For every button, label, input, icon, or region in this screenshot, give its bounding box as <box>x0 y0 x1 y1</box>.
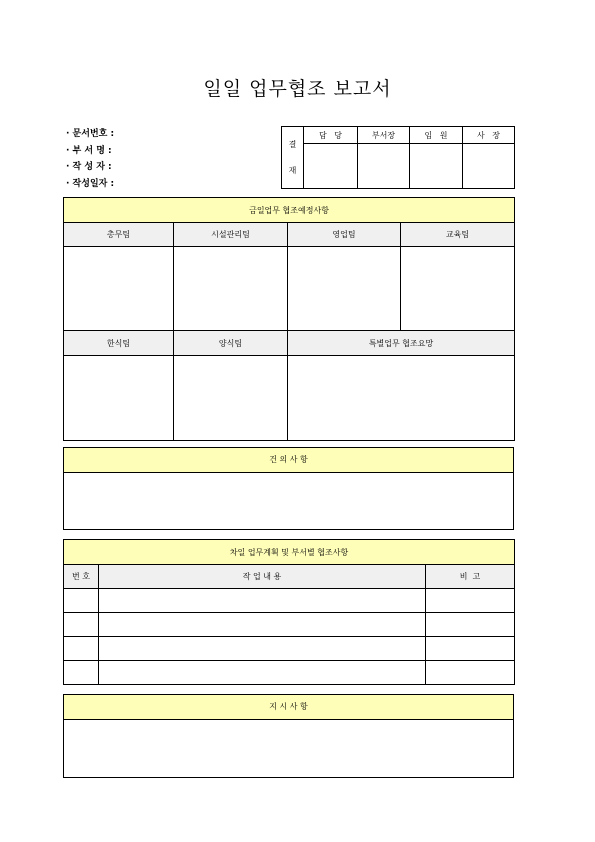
team-header-korean-cuisine: 한식팀 <box>64 331 174 356</box>
plan-note-cell[interactable] <box>426 637 515 661</box>
table-row <box>64 661 515 685</box>
approval-table <box>281 126 515 189</box>
approval-header-dept-head: 부서장 <box>358 127 410 144</box>
team-header-facilities: 시설관리팀 <box>174 223 288 247</box>
plan-note-cell[interactable] <box>426 589 515 613</box>
instructions-body[interactable] <box>64 720 513 778</box>
plan-content-cell[interactable] <box>99 661 426 685</box>
approval-side-label: 결 재 <box>282 127 304 189</box>
discussion-section <box>63 447 514 530</box>
plan-content-cell[interactable] <box>99 613 426 637</box>
date-label: · 작성일자 : <box>66 178 115 189</box>
page-title: 일일 업무협조 보고서 <box>203 78 392 100</box>
table-row <box>64 637 515 661</box>
approval-header-president: 사 장 <box>463 127 515 144</box>
plan-note-cell[interactable] <box>426 661 515 685</box>
doc-number-label: · 문서번호 : <box>66 129 115 139</box>
table-row <box>64 613 515 637</box>
team-header-western-cuisine: 양식팀 <box>174 331 288 356</box>
plan-col-content: 작 업 내 용 <box>99 565 426 589</box>
approval-sign-dept-head[interactable] <box>358 144 410 189</box>
cooperation-table <box>63 197 515 441</box>
cooperation-heading: 금일업무 협조예정사항 <box>64 198 515 223</box>
plan-table <box>63 539 515 685</box>
approval-sign-executive[interactable] <box>410 144 463 189</box>
team-cell-education[interactable] <box>401 247 515 331</box>
plan-content-cell[interactable] <box>99 637 426 661</box>
team-cell-facilities[interactable] <box>174 247 288 331</box>
team-cell-general-affairs[interactable] <box>64 247 174 331</box>
team-header-special-request: 특별업무 협조요망 <box>288 331 515 356</box>
plan-heading: 차일 업무계획 및 부서별 협조사항 <box>64 540 515 565</box>
plan-content-cell[interactable] <box>99 589 426 613</box>
plan-number-cell[interactable] <box>64 613 99 637</box>
plan-note-cell[interactable] <box>426 613 515 637</box>
discussion-heading: 건 의 사 항 <box>64 448 513 473</box>
department-label: · 부 서 명 : <box>66 145 112 156</box>
team-header-sales: 영업팀 <box>288 223 401 247</box>
team-header-general-affairs: 총무팀 <box>64 223 174 247</box>
team-cell-sales[interactable] <box>288 247 401 331</box>
approval-sign-president[interactable] <box>463 144 515 189</box>
table-row <box>64 589 515 613</box>
plan-number-cell[interactable] <box>64 637 99 661</box>
discussion-body[interactable] <box>64 473 513 530</box>
team-cell-special-request[interactable] <box>288 356 515 441</box>
team-cell-korean-cuisine[interactable] <box>64 356 174 441</box>
plan-number-cell[interactable] <box>64 589 99 613</box>
plan-number-cell[interactable] <box>64 661 99 685</box>
document-meta <box>66 126 114 192</box>
team-header-education: 교육팀 <box>401 223 515 247</box>
approval-header-executive: 임 원 <box>410 127 463 144</box>
instructions-heading: 지 시 사 항 <box>64 695 513 720</box>
instructions-section <box>63 694 514 778</box>
author-label: · 작 성 자 : <box>66 162 112 172</box>
plan-col-note: 비 고 <box>426 565 515 589</box>
approval-sign-staff[interactable] <box>304 144 358 189</box>
plan-col-number: 번 호 <box>64 565 99 589</box>
approval-header-staff: 담 당 <box>304 127 358 144</box>
team-cell-western-cuisine[interactable] <box>174 356 288 441</box>
